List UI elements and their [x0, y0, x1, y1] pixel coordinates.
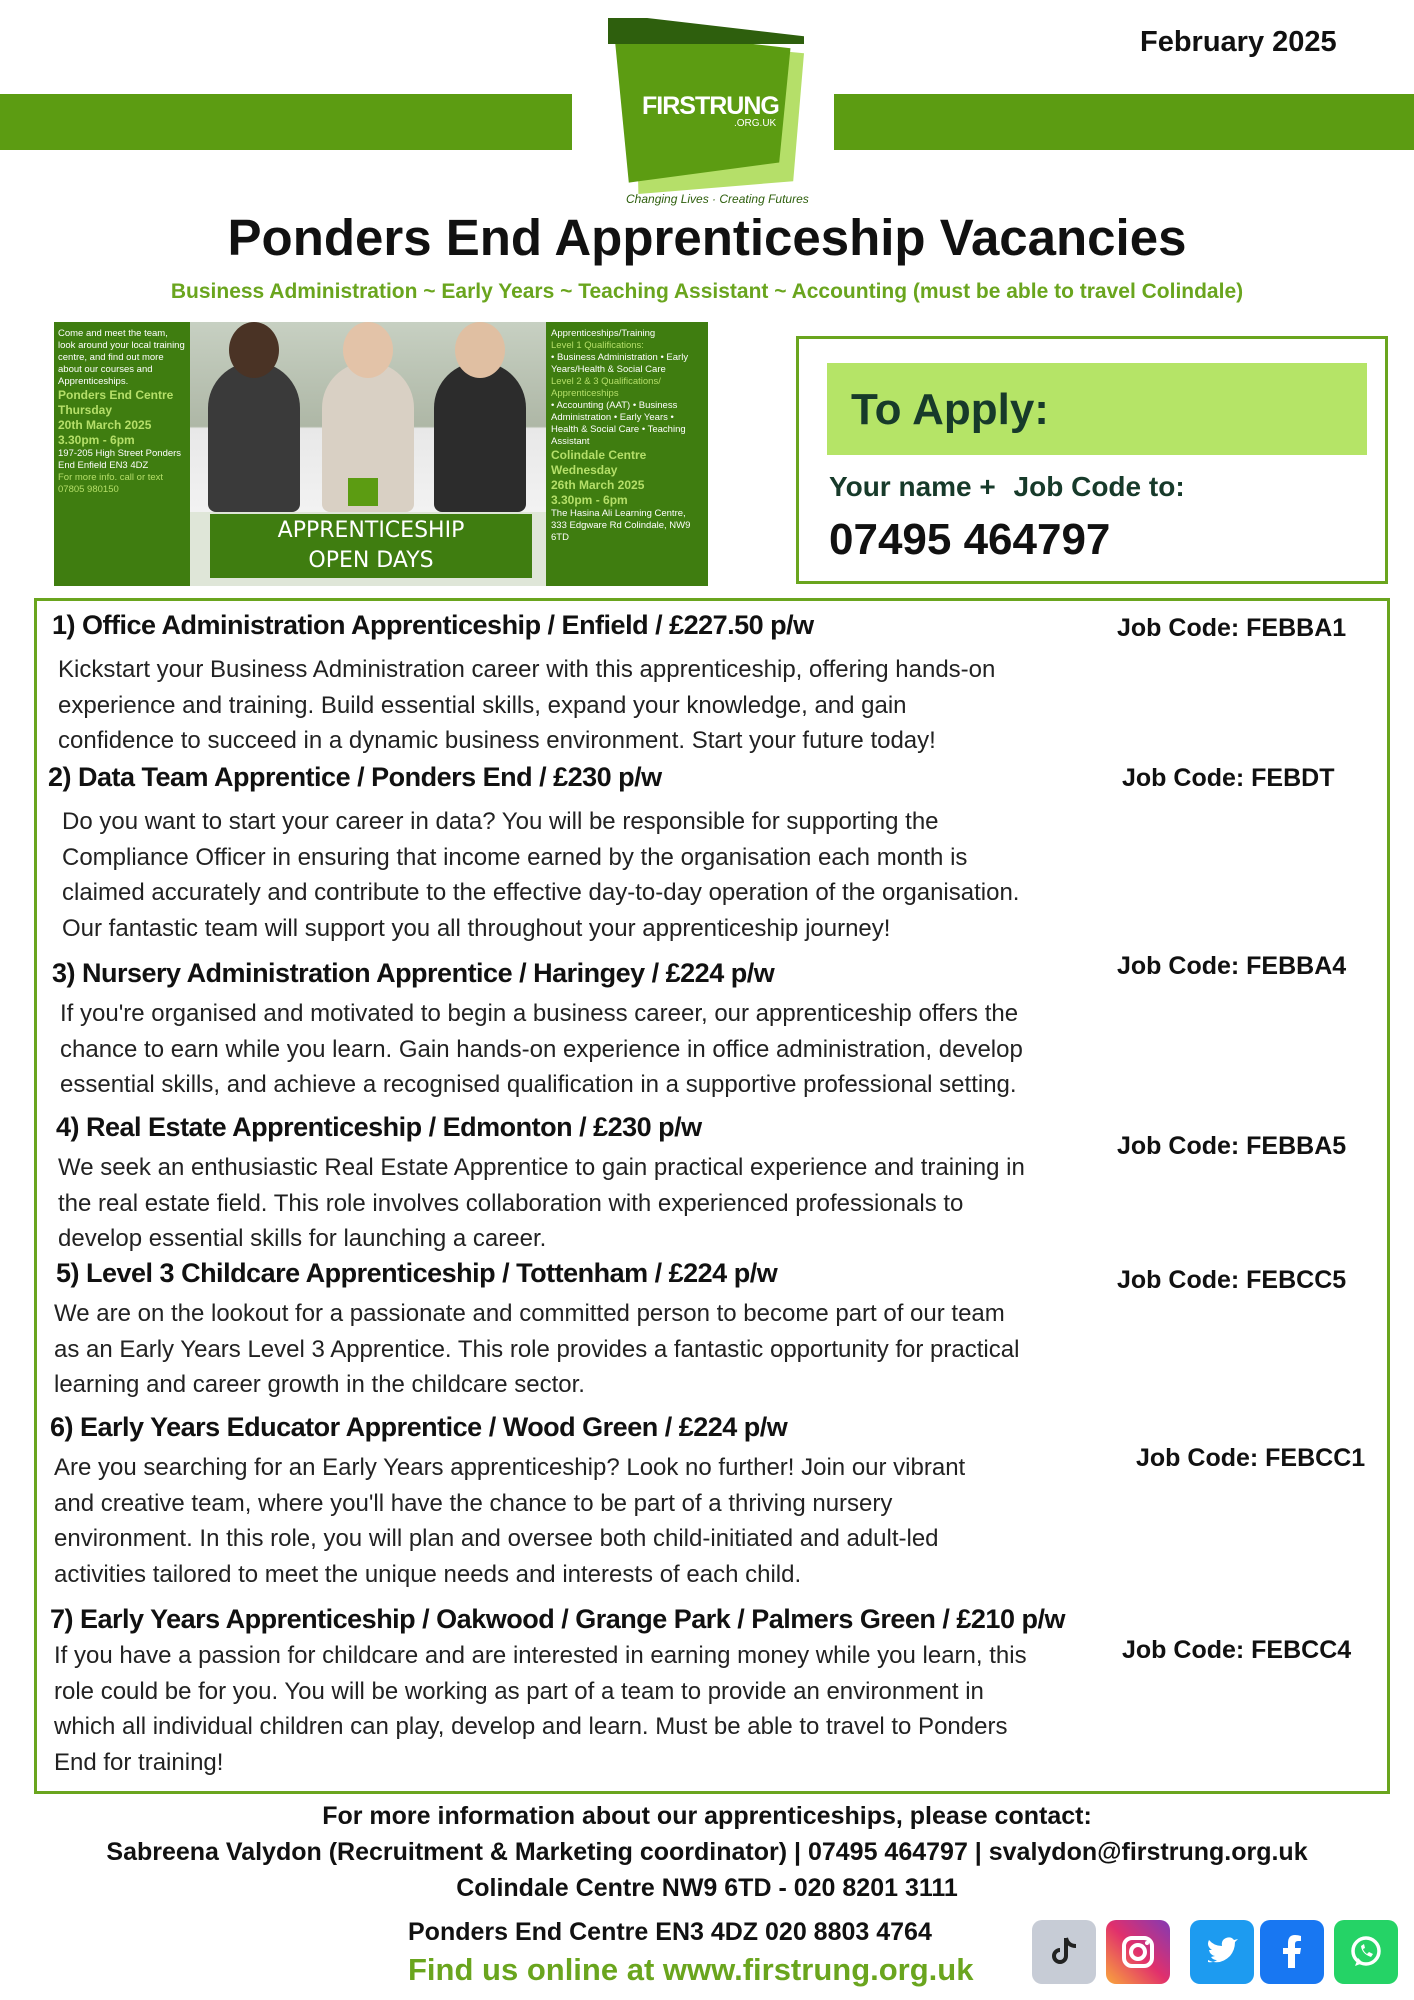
flyer-level1: Level 1 Qualifications: — [551, 340, 644, 351]
header-bar-left — [0, 94, 572, 150]
flyer-left-day: Thursday — [58, 403, 113, 417]
flyer-level23: Level 2 & 3 Qualifications/ Apprenticeships — [551, 376, 661, 399]
desc-line: essential skills, and achieve a recognised qualification in a supportive professional setting. — [60, 1071, 1017, 1098]
job-title: 7) Early Years Apprenticeship / Oakwood / Grange Park / Palmers Green / £210 p/w — [50, 1604, 1065, 1634]
footer-ponders: Ponders End Centre EN3 4DZ 020 8803 4764 — [408, 1918, 932, 1946]
banner-line: OPEN DAYS — [308, 548, 434, 573]
person-photo — [208, 362, 300, 512]
desc-line: claimed accurately and contribute to the effective day-to-day operation of the organisation. — [62, 879, 1020, 906]
apply-instruction — [829, 471, 1185, 503]
desc-line: learning and career growth in the childcare sector. — [54, 1371, 585, 1398]
flyer-left-panel — [54, 322, 190, 586]
apply-line-a: Your name + — [829, 471, 996, 502]
flyer-level1-items: • Business Administration • Early Years/Health & Social Care — [551, 352, 689, 375]
person-photo — [434, 362, 526, 512]
desc-line: End for training! — [54, 1748, 224, 1776]
newsletter-date: February 2025 — [1140, 26, 1337, 58]
job-description — [58, 1150, 1025, 1257]
job-code: Job Code: FEBBA1 — [1117, 614, 1347, 642]
instagram-icon[interactable] — [1106, 1920, 1170, 1984]
desc-line: develop essential skills for launching a career. — [58, 1225, 547, 1252]
desc-line: experience and training. Build essential skills, expand your knowledge, and gain — [58, 691, 907, 719]
desc-line: We seek an enthusiastic Real Estate Apprentice to gain practical experience and training in — [58, 1154, 1025, 1181]
job-code: Job Code: FEBCC5 — [1117, 1266, 1347, 1294]
firstrung-logo — [604, 14, 816, 204]
job-code: Job Code: FEBBA5 — [1117, 1132, 1347, 1160]
page-title: Ponders End Apprenticeship Vacancies — [227, 209, 1187, 266]
flyer-left-time: 3.30pm - 6pm — [58, 433, 135, 447]
flyer-right-address: The Hasina Ali Learning Centre, 333 Edgware Rd Colindale, NW9 6TD — [551, 508, 691, 543]
job-title: 1) Office Administration Apprenticeship / Enfield / £227.50 p/w — [52, 610, 814, 640]
job-title: 2) Data Team Apprentice / Ponders End / £230 p/w — [48, 762, 662, 792]
desc-line: and creative team, where you'll have the chance to be part of a thriving nursery — [54, 1489, 893, 1517]
job-description — [54, 1638, 1027, 1780]
footer-contact[interactable]: Sabreena Valydon (Recruitment & Marketing coordinator) | 07495 464797 | svalydon@firstrung.org.uk — [106, 1838, 1308, 1866]
page-subtitle: Business Administration ~ Early Years ~ Teaching Assistant ~ Accounting (must be able to travel Colindale) — [170, 280, 1244, 303]
flyer-right-day: Wednesday — [551, 463, 618, 477]
desc-line: Kickstart your Business Administration career with this apprenticeship, offering hands-on — [58, 656, 996, 683]
desc-line: Our fantastic team will support you all throughout your apprenticeship journey! — [62, 914, 891, 942]
whatsapp-icon[interactable] — [1334, 1920, 1398, 1984]
job-code: Job Code: FEBDT — [1122, 764, 1335, 792]
desc-line: Compliance Officer in ensuring that income earned by the organisation each month is — [62, 843, 968, 871]
twitter-icon[interactable] — [1190, 1920, 1254, 1984]
job-description — [54, 1450, 965, 1592]
desc-line: which all individual children can play, develop and learn. Must be able to travel to Ponders — [54, 1713, 1008, 1740]
job-title: 4) Real Estate Apprenticeship / Edmonton / £230 p/w — [56, 1112, 702, 1142]
job-title: 5) Level 3 Childcare Apprenticeship / Tottenham / £224 p/w — [56, 1258, 778, 1288]
flyer-right-heading: Apprenticeships/Training — [551, 328, 656, 339]
flyer-right-time: 3.30pm - 6pm — [551, 493, 628, 507]
flyer-left-address: 197-205 High Street Ponders End Enfield EN3 4DZ — [58, 448, 182, 471]
flyer-right-panel — [546, 322, 708, 586]
logo-tagline: Changing Lives · Creating Futures — [626, 192, 809, 206]
job-code: Job Code: FEBCC1 — [1136, 1444, 1366, 1472]
desc-line: Do you want to start your career in data? You will be responsible for supporting the — [62, 808, 939, 835]
job-title: 3) Nursery Administration Apprentice / Haringey / £224 p/w — [52, 958, 775, 988]
desc-line: If you have a passion for childcare and are interested in earning money while you learn, this — [54, 1642, 1027, 1669]
footer-website-link[interactable]: Find us online at www.firstrung.org.uk — [408, 1952, 974, 1987]
footer-colindale: Colindale Centre NW9 6TD - 020 8201 3111 — [456, 1874, 958, 1902]
desc-line: chance to earn while you learn. Gain hands-on experience in office administration, develop — [60, 1035, 1023, 1063]
banner-line: APPRENTICESHIP — [277, 518, 465, 543]
flyer-left-date: 20th March 2025 — [58, 418, 152, 432]
job-description — [54, 1296, 1019, 1403]
flyer-intro: Come and meet the team, look around your local training centre, and find out more about our courses and Apprenticeships. — [58, 328, 185, 387]
desc-line: confidence to succeed in a dynamic business environment. Start your future today! — [58, 727, 936, 754]
desc-line: the real estate field. This role involves collaboration with experienced professionals to — [58, 1189, 964, 1217]
facebook-icon[interactable] — [1260, 1920, 1324, 1984]
apply-phone[interactable]: 07495 464797 — [829, 515, 1111, 564]
desc-line: Are you searching for an Early Years apprenticeship? Look no further! Join our vibrant — [54, 1454, 966, 1481]
flyer-level23-items: • Accounting (AAT) • Business Administration • Early Years • Health & Social Care • Teaching Assistant — [551, 400, 686, 447]
flyer-left-centre: Ponders End Centre — [58, 388, 174, 402]
desc-line: as an Early Years Level 3 Apprentice. This role provides a fantastic opportunity for practical — [54, 1335, 1020, 1363]
desc-line: activities tailored to meet the unique needs and interests of each child. — [54, 1560, 802, 1588]
apply-box — [796, 336, 1388, 584]
flyer-logo-icon — [348, 478, 378, 506]
logo-subtext: .ORG.UK — [734, 118, 777, 129]
tiktok-icon[interactable] — [1032, 1920, 1096, 1984]
desc-line: If you're organised and motivated to begin a business career, our apprenticeship offers the — [60, 1000, 1019, 1027]
header-bar-right — [834, 94, 1414, 150]
open-days-flyer — [54, 322, 708, 586]
flyer-right-centre: Colindale Centre — [551, 448, 647, 462]
desc-line: We are on the lookout for a passionate and committed person to become part of our team — [54, 1300, 1005, 1327]
apply-line-b: Job Code to: — [1013, 471, 1185, 502]
flyer-right-date: 26th March 2025 — [551, 478, 645, 492]
apply-title: To Apply: — [851, 385, 1049, 434]
open-days-banner — [210, 514, 532, 578]
job-description — [60, 996, 1023, 1103]
job-code: Job Code: FEBBA4 — [1117, 952, 1347, 980]
job-description — [58, 652, 995, 759]
job-title: 6) Early Years Educator Apprentice / Wood Green / £224 p/w — [50, 1412, 788, 1442]
footer-info: For more information about our apprenticeships, please contact: — [322, 1802, 1092, 1830]
desc-line: role could be for you. You will be working as part of a team to provide an environment in — [54, 1677, 984, 1705]
job-description — [62, 804, 1019, 946]
flyer-left-contact: For more info. call or text 07805 980150 — [58, 472, 164, 495]
desc-line: environment. In this role, you will plan and oversee both child-initiated and adult-led — [54, 1525, 939, 1552]
job-code: Job Code: FEBCC4 — [1122, 1636, 1352, 1664]
logo-text: FIRSTRUNG — [642, 92, 779, 120]
